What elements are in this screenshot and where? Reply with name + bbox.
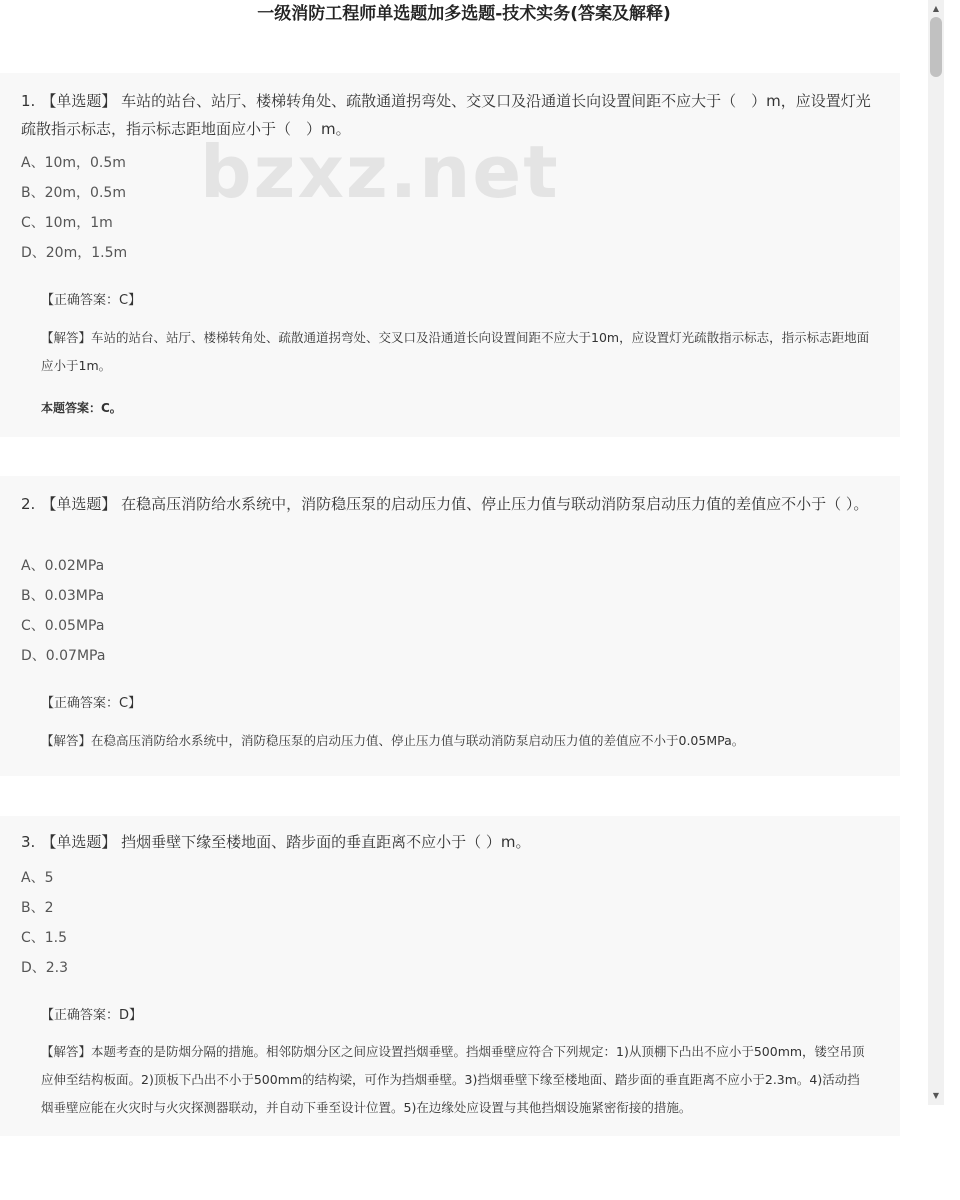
correct-answer: 【正确答案：D】	[41, 1008, 143, 1023]
question-body: 车站的站台、站厅、楼梯转角处、疏散通道拐弯处、交叉口及沿通道长向设置间距不应大于（ ）m，应设置灯光疏散指示标志，指示标志距地面应小于（ ）m。	[21, 92, 871, 138]
question-type: 【单选题】	[41, 495, 117, 513]
option-c[interactable]: C、10m，1m	[21, 215, 113, 231]
correct-answer: 【正确答案：C】	[41, 293, 142, 308]
option-a[interactable]: A、0.02MPa	[21, 558, 105, 574]
option-b[interactable]: B、0.03MPa	[21, 588, 105, 604]
correct-answer: 【正确答案：C】	[41, 696, 142, 711]
scroll-thumb[interactable]	[930, 17, 942, 77]
question-number: 1.	[21, 92, 36, 110]
page-title: 一级消防工程师单选题加多选题-技术实务(答案及解释)	[257, 4, 671, 24]
option-a[interactable]: A、5	[21, 870, 54, 886]
question-type: 【单选题】	[41, 92, 117, 110]
question-card-2	[0, 476, 900, 776]
watermark: bzxz.net	[200, 130, 560, 214]
scroll-up-icon[interactable]: ▲	[932, 4, 940, 13]
option-c[interactable]: C、0.05MPa	[21, 618, 105, 634]
option-d[interactable]: D、20m，1.5m	[21, 245, 128, 261]
question-card-1	[0, 73, 900, 437]
question-text	[21, 490, 884, 518]
final-answer: 本题答案：C。	[41, 401, 122, 415]
explanation: 【解答】车站的站台、站厅、楼梯转角处、疏散通道拐弯处、交叉口及沿通道长向设置间距不应大于10m，应设置灯光疏散指示标志，指示标志距地面应小于1m。	[41, 330, 870, 373]
question-number: 3.	[21, 833, 36, 851]
question-number: 2.	[21, 495, 36, 513]
option-c[interactable]: C、1.5	[21, 930, 68, 946]
option-d[interactable]: D、0.07MPa	[21, 648, 106, 664]
explanation: 【解答】本题考查的是防烟分隔的措施。相邻防烟分区之间应设置挡烟垂壁。挡烟垂壁应符合下列规定：1)从顶棚下凸出不应小于500mm，镂空吊顶应伸至结构板面。2)顶板下凸出不小于500mm的结构梁，可作为挡烟垂壁。3)挡烟垂壁下缘至楼地面、踏步面的垂直距离不应小于2.3m。4)活动挡烟垂壁应能在火灾时与火灾探测器联动，并自动下垂至设计位置。5)在边缘处应设置与其他挡烟设施紧密衔接的措施。	[41, 1044, 865, 1115]
question-type: 【单选题】	[41, 833, 117, 851]
option-b[interactable]: B、20m，0.5m	[21, 185, 126, 201]
question-text	[21, 828, 884, 856]
option-d[interactable]: D、2.3	[21, 960, 69, 976]
vertical-scrollbar[interactable]	[928, 0, 944, 1105]
question-card-3	[0, 816, 900, 1136]
question-body: 挡烟垂壁下缘至楼地面、踏步面的垂直距离不应小于（ ）m。	[121, 833, 531, 851]
question-body: 在稳高压消防给水系统中，消防稳压泵的启动压力值、停止压力值与联动消防泵启动压力值的差值应不小于（ ）。	[121, 495, 869, 513]
option-a[interactable]: A、10m，0.5m	[21, 155, 126, 171]
option-b[interactable]: B、2	[21, 900, 54, 916]
scroll-down-icon[interactable]: ▼	[932, 1091, 940, 1100]
explanation: 【解答】在稳高压消防给水系统中，消防稳压泵的启动压力值、停止压力值与联动消防泵启动压力值的差值应不小于0.05MPa。	[41, 733, 745, 748]
